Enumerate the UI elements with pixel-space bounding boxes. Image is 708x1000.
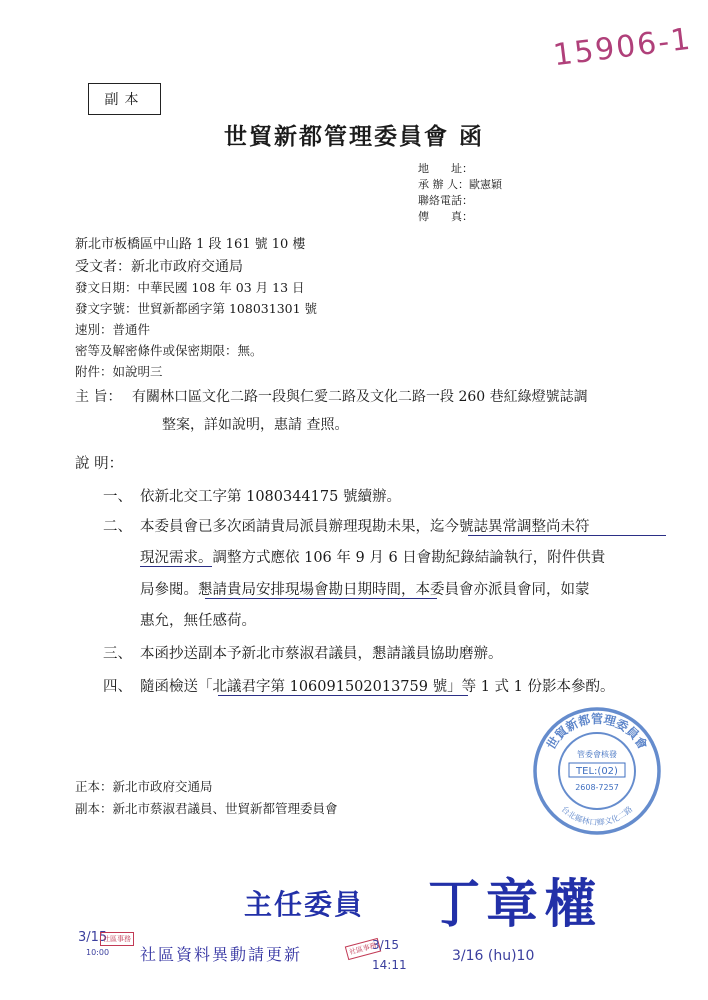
explanation-label: 說 明： bbox=[75, 456, 124, 472]
committee-seal-stamp bbox=[529, 703, 664, 838]
document-number: 發文字號：世貿新都函字第 108031301 號 bbox=[75, 301, 318, 316]
red-received-stamp-2: 社區事務 bbox=[345, 938, 381, 960]
recipient-line: 受文者：新北市政府交通局 bbox=[75, 259, 243, 275]
subject-label: 主 旨： bbox=[75, 389, 122, 405]
item-2-line-2: 現況需求。調整方式應依 106 年 9 月 6 日會勘紀錄結論執行，附件供貴 bbox=[140, 550, 606, 566]
item-4-line-1: 隨函檢送「北議君字第 106091502013759 號」等 1 式 1 份影本參酌。 bbox=[140, 679, 615, 695]
sender-phone-label: 聯絡電話： bbox=[418, 194, 473, 207]
sender-handler-label: 承 辦 人： bbox=[418, 178, 469, 191]
item-4-number: 四、 bbox=[103, 679, 132, 695]
stamp-inner-text-1: 管委會核發 bbox=[577, 750, 617, 759]
signature-name: 丁章權 bbox=[428, 875, 603, 935]
item-2-line-1: 本委員會已多次函請貴局派員辦理現勘未果，迄今號誌異常調整尚未符 bbox=[140, 519, 590, 535]
stamp-bottom-text: 台北縣林口鄉文化二路 bbox=[559, 804, 635, 828]
issue-date: 發文日期：中華民國 108 年 03 月 13 日 bbox=[75, 280, 305, 295]
speed-class: 速別：普通件 bbox=[75, 322, 151, 337]
item-3-number: 三、 bbox=[103, 646, 132, 662]
document-title: 世貿新都管理委員會 函 bbox=[223, 123, 484, 150]
recipient-address: 新北市板橋區中山路 1 段 161 號 10 樓 bbox=[75, 237, 306, 252]
sender-fax-label: 傳 真： bbox=[418, 210, 473, 223]
pen-note-right: 3/16 (hu)10 bbox=[452, 948, 535, 964]
pen-note-mid-date: 3/15 bbox=[372, 938, 399, 952]
subject-line-1: 有關林口區文化二路一段與仁愛二路及文化二路一段 260 巷紅綠燈號誌調 bbox=[132, 389, 588, 405]
update-community-data-note: 社區資料異動請更新 bbox=[140, 945, 303, 964]
stamp-outer-text: 世貿新都管理委員會 bbox=[544, 712, 650, 752]
sender-handler bbox=[418, 176, 502, 192]
copy-label-box: 副本 bbox=[88, 83, 161, 115]
attachment-line: 附件：如說明三 bbox=[75, 364, 163, 379]
main-recipient: 正本：新北市政府交通局 bbox=[75, 779, 213, 794]
pen-underline bbox=[218, 695, 468, 696]
item-3-line-1: 本函抄送副本予新北市蔡淑君議員，懇請議員協助磨辦。 bbox=[140, 646, 503, 662]
pen-underline bbox=[205, 598, 437, 599]
item-2-line-4: 惠允，無任感荷。 bbox=[140, 613, 256, 629]
pen-note-left-time: 10:00 bbox=[86, 948, 110, 957]
classification: 密等及解密條件或保密期限：無。 bbox=[75, 343, 263, 358]
pen-underline bbox=[468, 535, 666, 536]
pen-note-mid-time: 14:11 bbox=[372, 958, 407, 972]
sender-handler-value: 歐憲穎 bbox=[469, 178, 502, 191]
stamp-tel-label: TEL:(02) bbox=[576, 766, 618, 777]
item-1-line-1: 依新北交工字第 1080344175 號續辦。 bbox=[140, 489, 401, 505]
handwritten-document-number: 15906-1 bbox=[551, 21, 694, 74]
item-2-line-3: 局參閱。懇請貴局安排現場會勘日期時間，本委員會亦派員會同，如蒙 bbox=[140, 582, 590, 598]
copy-recipients: 副本：新北市蔡淑君議員、世貿新都管理委員會 bbox=[75, 801, 338, 816]
signature-title: 主任委員 bbox=[244, 888, 365, 921]
svg-text:世貿新都管理委員會 bbox=[543, 711, 651, 752]
sender-address-label: 地 址： bbox=[418, 162, 473, 175]
pen-underline bbox=[140, 566, 212, 567]
svg-text:台北縣林口鄉文化二路 bbox=[560, 804, 635, 827]
item-1-number: 一、 bbox=[103, 489, 132, 505]
pen-note-left-date: 3/15 bbox=[78, 930, 108, 945]
item-2-number: 二、 bbox=[103, 519, 132, 535]
subject-line-2: 整案，詳如說明，惠請 查照。 bbox=[162, 417, 349, 433]
red-received-stamp: 社區事務 bbox=[100, 932, 134, 946]
stamp-phone-number: 2608-7257 bbox=[575, 783, 619, 792]
